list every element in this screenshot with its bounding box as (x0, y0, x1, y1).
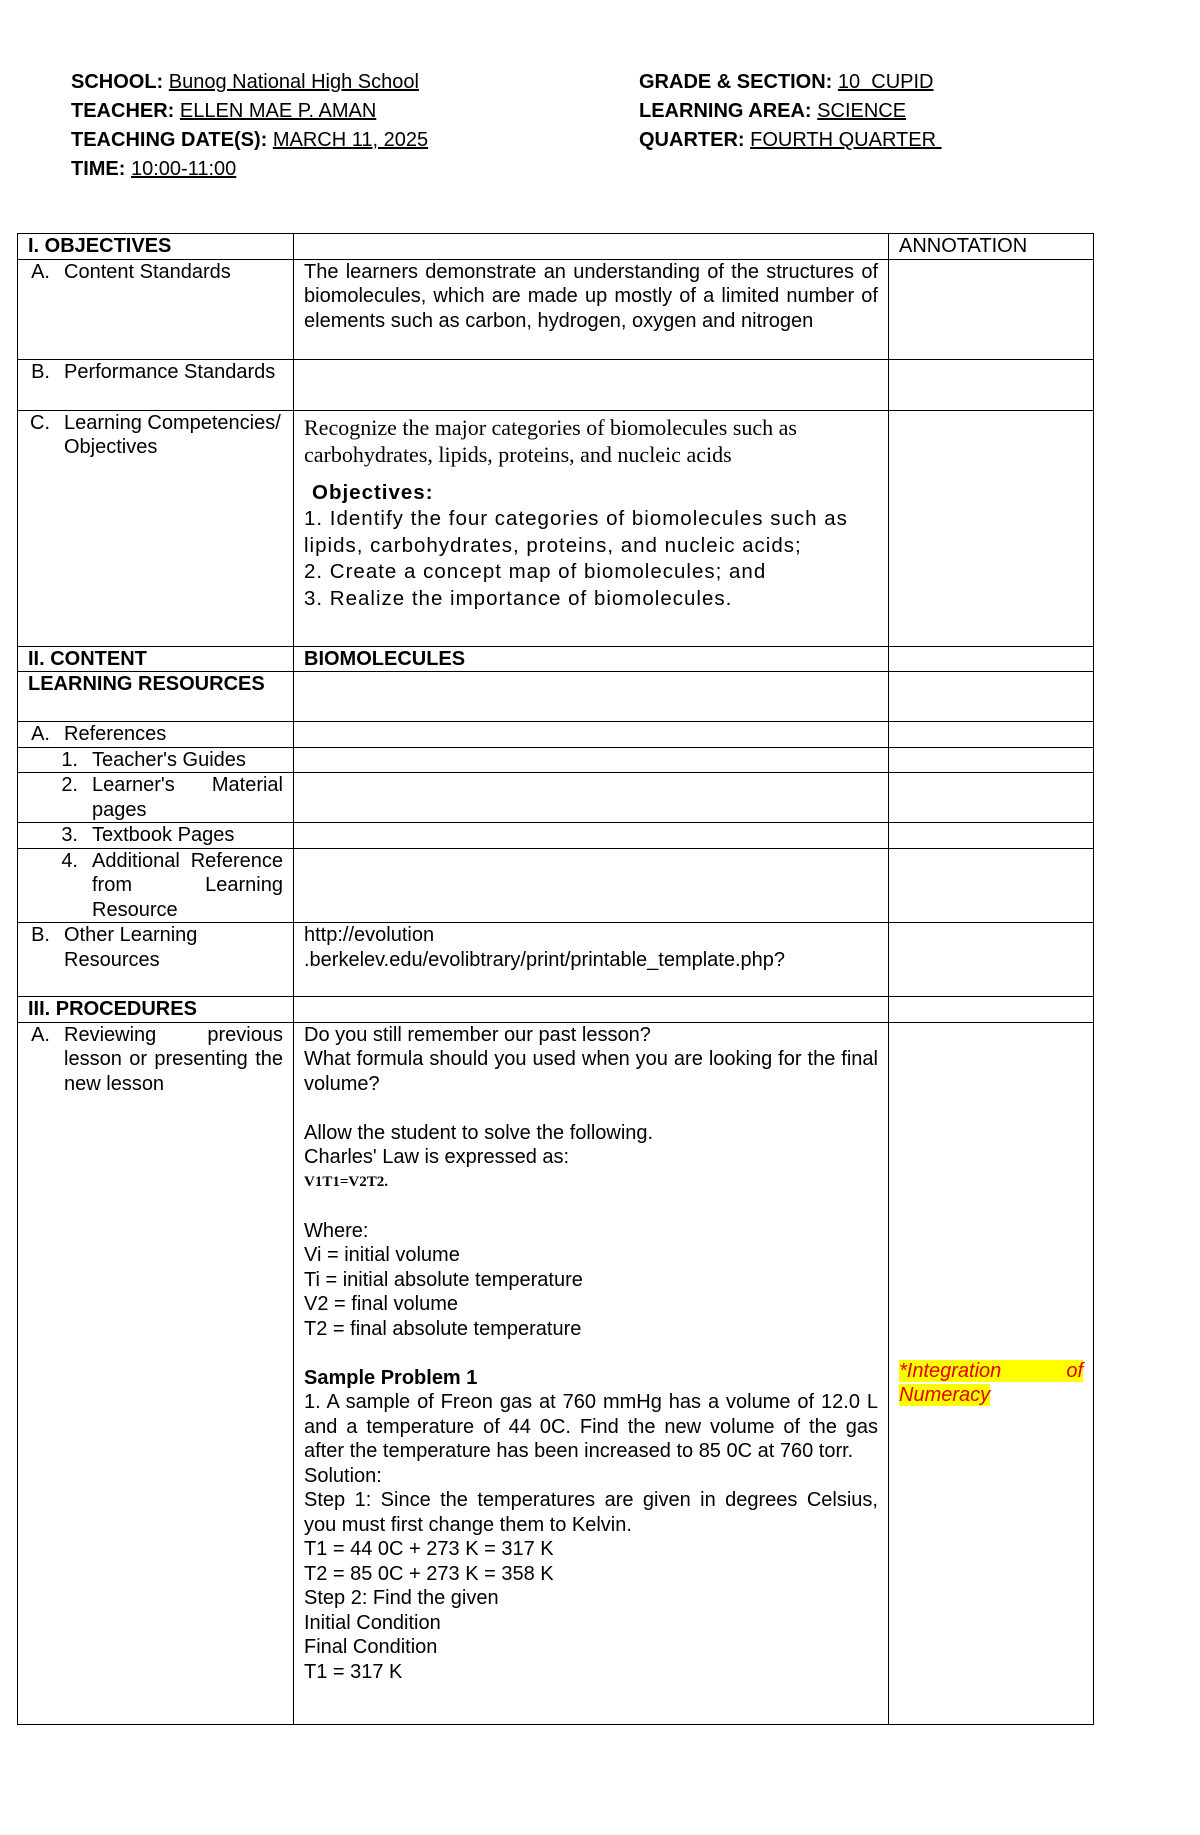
list-number: 3. (61, 824, 78, 846)
content-heading: II. CONTENT (18, 646, 294, 672)
solution-step: Initial Condition (304, 1611, 441, 1634)
table-row (18, 773, 1094, 823)
table-row (18, 747, 1094, 773)
solution-step: Step 2: Find the given (304, 1587, 499, 1609)
lesson-plan-table (17, 233, 1094, 1725)
school-label: SCHOOL: (71, 71, 164, 93)
other-resources-label: Other Learning Resources (64, 924, 198, 971)
content-standards-label: Content Standards (64, 260, 231, 283)
competency-text: Recognize the major categories of biomolecules such as carbohydrates, lipids, proteins, and nucleic acids (304, 414, 797, 467)
table-row (18, 234, 1094, 260)
reference-item: Additional Reference from Learning Resource (92, 849, 283, 921)
reference-item: Textbook Pages (92, 824, 235, 846)
grade-label: GRADE & SECTION: (639, 71, 833, 93)
solution-step: T1 = 317 K (304, 1660, 403, 1683)
solution-step: T1 = 44 0C + 273 K = 317 K (304, 1538, 554, 1560)
table-row (18, 646, 1094, 672)
dates-value: MARCH 11, 2025 (272, 129, 429, 151)
resource-link[interactable]: http://evolution (304, 924, 435, 946)
resource-link[interactable]: .berkelev.edu/evolibtrary/print/printable_template.php? (304, 948, 786, 971)
list-number: C. (30, 411, 50, 434)
objectives-title: Objectives: (312, 480, 434, 504)
table-row (18, 722, 1094, 748)
definition-item: Vi = initial volume (304, 1244, 460, 1266)
table-row (18, 1022, 1094, 1724)
table-row (18, 997, 1094, 1023)
law-text: Charles' Law is expressed as: (304, 1146, 570, 1168)
area-label: LEARNING AREA: (639, 100, 812, 122)
objective-item: 1. Identify the four categories of biomolecules such as lipids, carbohydrates, proteins, and nucleic acids; (304, 507, 848, 557)
table-row (18, 848, 1094, 923)
definition-item: V2 = final volume (304, 1293, 458, 1315)
sample-problem-text: 1. A sample of Freon gas at 760 mmHg has a volume of 12.0 L and a temperature of 44 0C. Find the new volume of the gas after the temperature has been increased to 85 0C at 760 torr. (304, 1391, 878, 1462)
annotation-note (899, 1339, 1083, 1408)
instruction-text: Allow the student to solve the following. (304, 1121, 654, 1144)
table-row (18, 923, 1094, 997)
procedure-a-label: Reviewing previous lesson or presenting the new lesson (64, 1023, 283, 1095)
objective-item: 3. Realize the importance of biomolecules. (304, 586, 733, 610)
solution-step: Step 1: Since the temperatures are given in degrees Celsius, you must first change them to Kelvin. (304, 1489, 878, 1536)
quarter-value: FOURTH QUARTER (750, 129, 942, 151)
definition-item: Ti = initial absolute temperature (304, 1268, 583, 1291)
reference-item: Teacher's Guides (92, 748, 246, 771)
solution-step: T2 = 85 0C + 273 K = 358 K (304, 1562, 554, 1585)
competencies-label: Learning Competencies/ Objectives (64, 411, 281, 458)
list-number: B. (31, 360, 50, 383)
teacher-value: ELLEN MAE P. AMAN (179, 100, 377, 122)
school-value: Bunog National High School (168, 71, 419, 93)
list-number: A. (31, 1023, 50, 1046)
list-number: 4. (61, 849, 78, 872)
list-number: A. (31, 260, 50, 283)
table-row (18, 823, 1094, 849)
formula: V1T1=V2T2. (304, 1173, 388, 1190)
content-value: BIOMOLECULES (294, 646, 889, 672)
objectives-heading: I. OBJECTIVES (18, 234, 294, 260)
list-number: B. (31, 924, 50, 946)
review-question: What formula should you used when you are looking for the final volume? (304, 1048, 878, 1095)
time-value: 10:00-11:00 (131, 158, 237, 180)
list-number: 1. (61, 748, 78, 771)
list-number: 2. (61, 774, 78, 796)
sample-problem-title: Sample Problem 1 (304, 1366, 478, 1389)
solution-step: Final Condition (304, 1636, 438, 1658)
annotation-highlight: *Integration of Numeracy (899, 1359, 1083, 1406)
header-right (639, 68, 942, 155)
table-row (18, 672, 1094, 722)
procedures-heading: III. PROCEDURES (18, 997, 294, 1023)
resources-heading: LEARNING RESOURCES (18, 672, 294, 722)
table-row (18, 359, 1094, 410)
header-left (71, 68, 428, 184)
time-label: TIME: (71, 158, 126, 180)
dates-label: TEACHING DATE(S): (71, 129, 268, 151)
objective-item: 2. Create a concept map of biomolecules; and (304, 560, 767, 583)
content-standards-text: The learners demonstrate an understanding of the structures of biomolecules, which are made up mostly of a limited number of elements such as carbon, hydrogen, oxygen and nitrogen (294, 259, 889, 359)
area-value: SCIENCE (817, 100, 907, 122)
annotation-heading: ANNOTATION (889, 234, 1094, 260)
where-text: Where: (304, 1219, 369, 1242)
review-question: Do you still remember our past lesson? (304, 1023, 651, 1046)
table-row (18, 259, 1094, 359)
table-row (18, 410, 1094, 646)
grade-value: 10 CUPID (837, 71, 934, 93)
definition-item: T2 = final absolute temperature (304, 1317, 582, 1340)
list-number: A. (31, 723, 50, 745)
reference-item: Learner's Material pages (92, 774, 283, 821)
references-label: References (64, 723, 167, 745)
performance-standards-label: Performance Standards (64, 360, 276, 383)
quarter-label: QUARTER: (639, 129, 745, 151)
solution-label: Solution: (304, 1464, 382, 1487)
teacher-label: TEACHER: (71, 100, 175, 122)
